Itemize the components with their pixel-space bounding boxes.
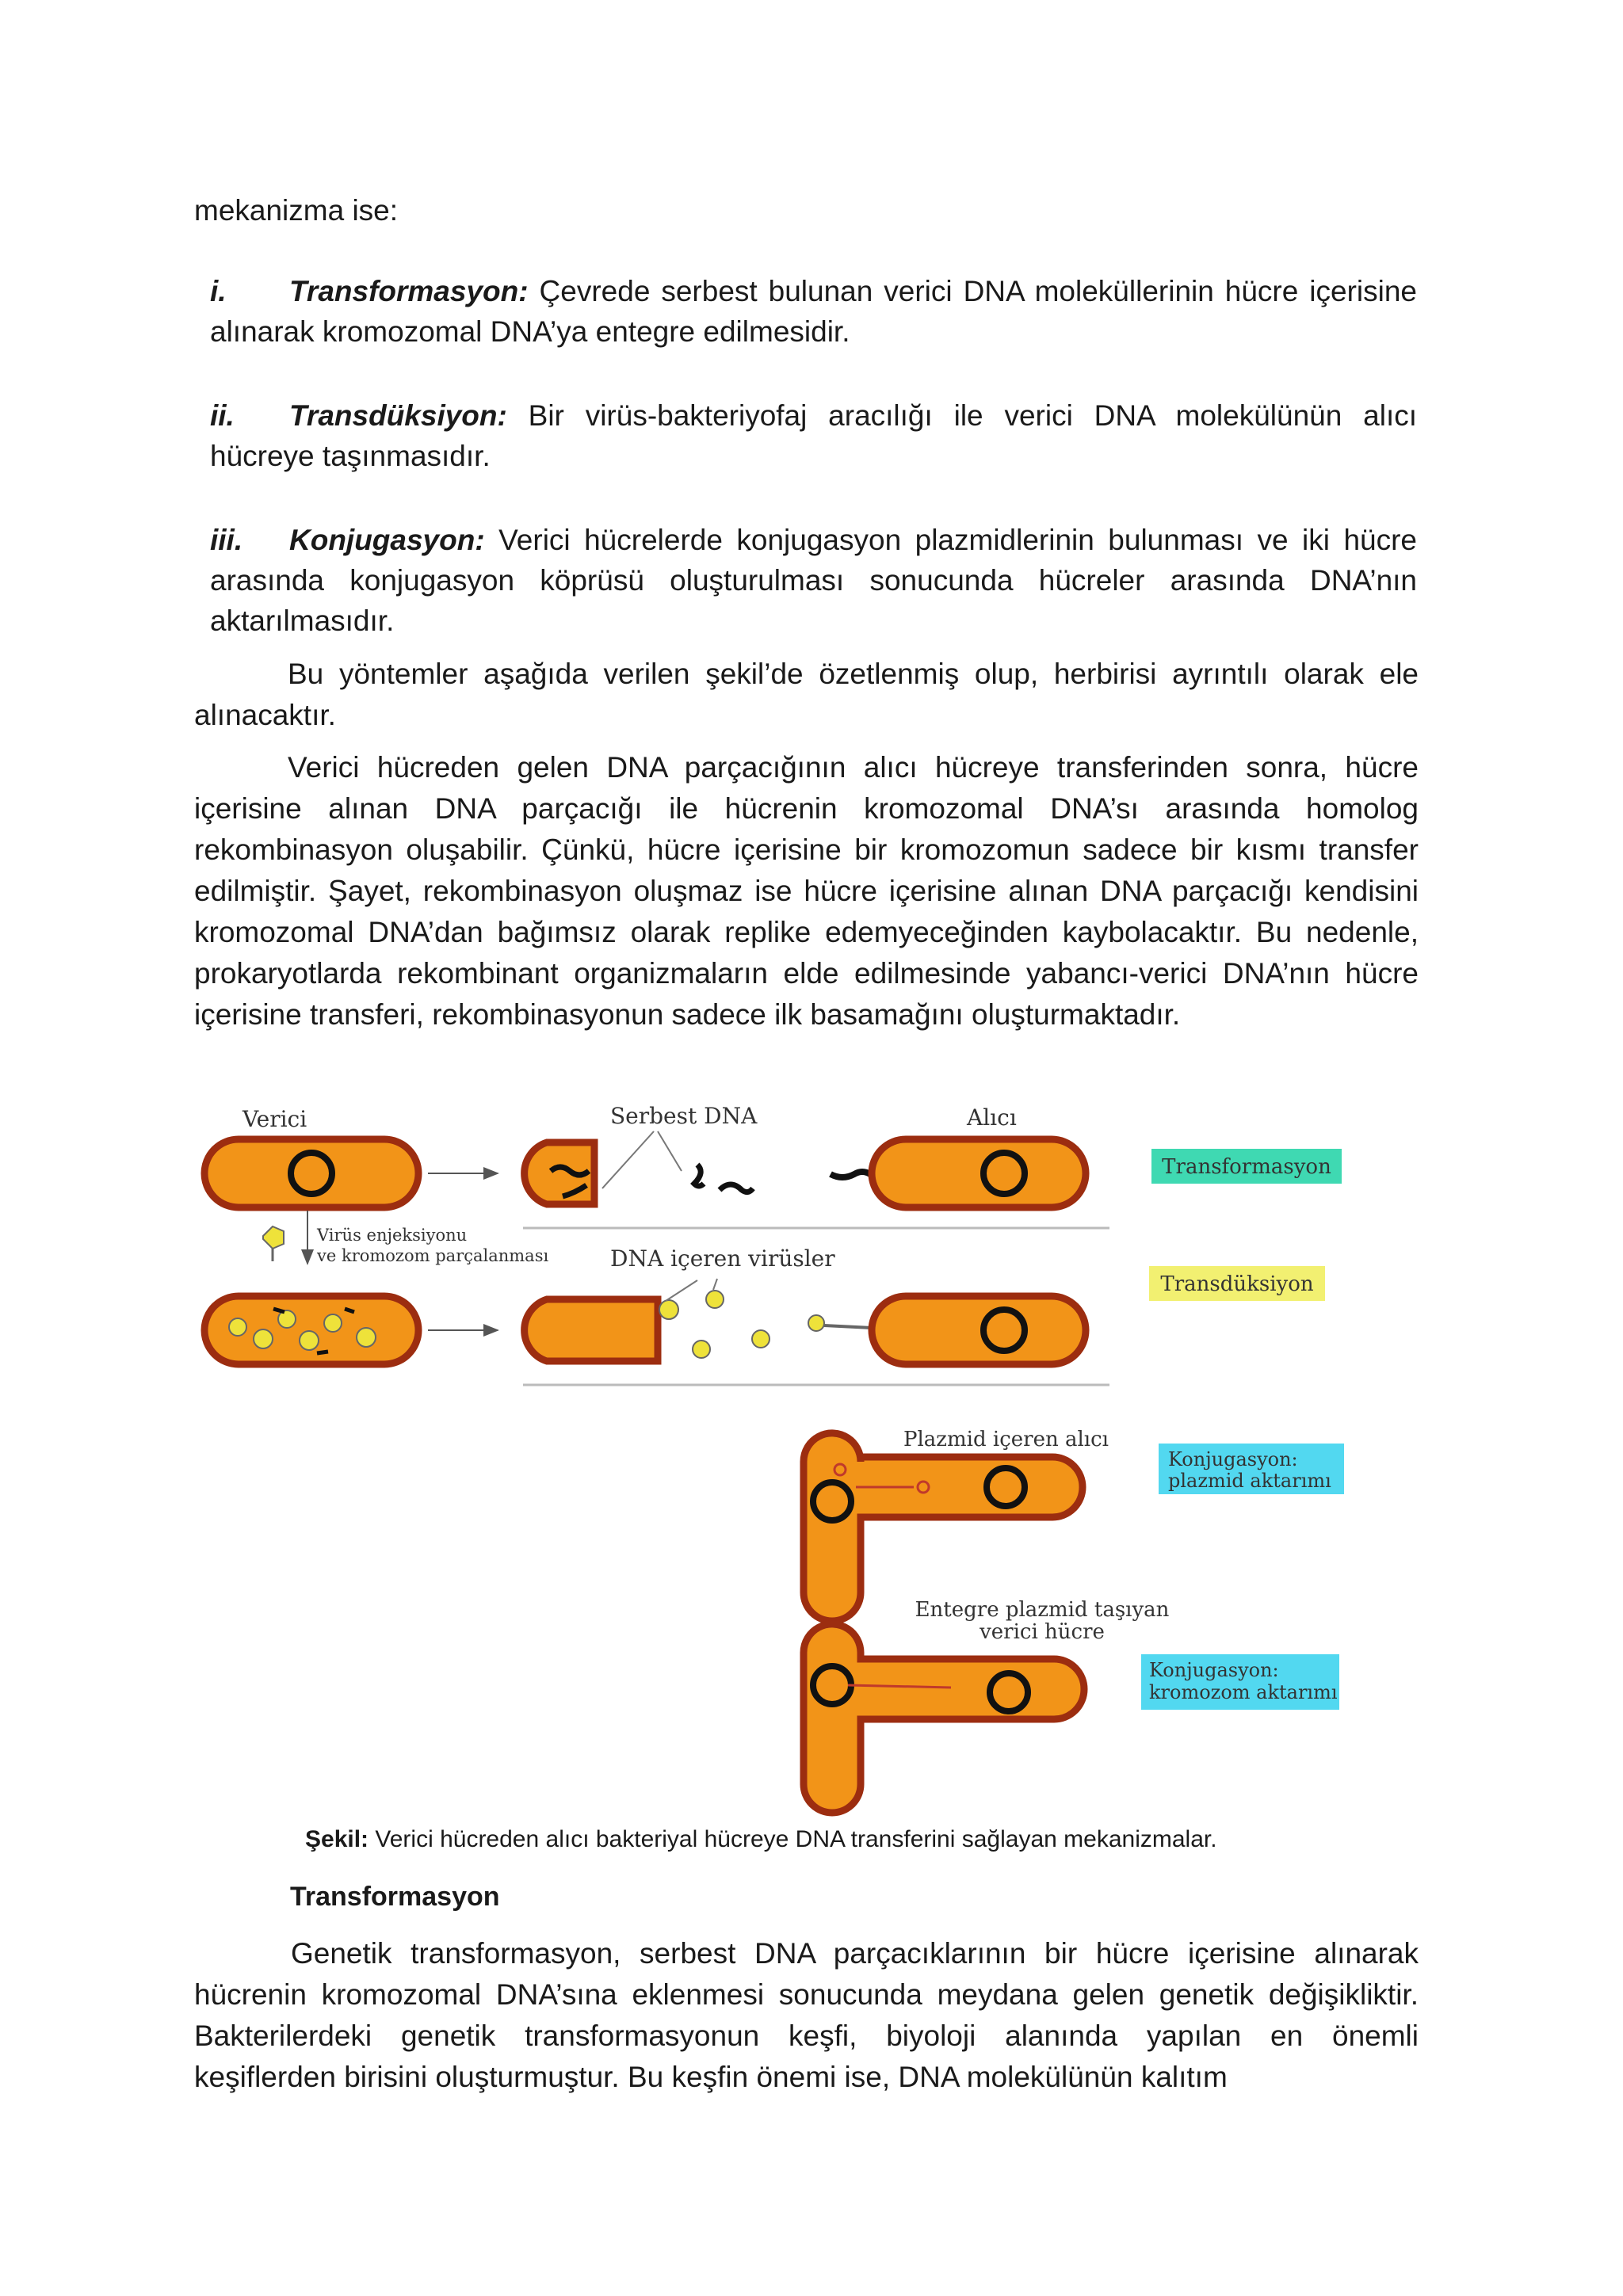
dna-fragment-icon — [720, 1184, 753, 1192]
dna-fragment-icon — [831, 1172, 870, 1177]
label-entegre-plazmid: Entegre plazmid taşıyan — [915, 1598, 1170, 1622]
transduced-recipient-cell — [872, 1296, 1086, 1364]
tag-konjugasyon-text: Konjugasyon: — [1149, 1659, 1279, 1681]
paragraph-line: kromozomal DNA’dan bağımsız olarak replike edemyeceğinden kaybolacaktır. Bu nedenle, — [194, 916, 1419, 948]
roman-numeral: i. — [210, 275, 227, 307]
item-text-line: arasında konjugasyon köprüsü oluşturulması sonucunda hücreler arasında DNA’nın — [210, 564, 1417, 597]
tag-konjugasyon-text: Konjugasyon: — [1168, 1448, 1298, 1470]
paragraph-line: içerisine alınan DNA parçacığı ile hücrenin kromozomal DNA’sı arasında homolog — [194, 792, 1419, 825]
roman-numeral: iii. — [210, 524, 243, 556]
pointer-line — [713, 1279, 717, 1290]
paragraph-line: Bakterilerdeki genetik transformasyonun keşfi, biyoloji alanında yapılan en önemli — [194, 2019, 1419, 2052]
lysed-infected-cell — [525, 1299, 658, 1361]
pointer-line — [666, 1280, 697, 1301]
label-plazmid-iceren: Plazmid içeren alıcı — [903, 1428, 1109, 1451]
term-transduksiyon: Transdüksiyon: — [289, 399, 507, 432]
pointer-line — [658, 1131, 682, 1171]
donor-cell — [204, 1139, 418, 1207]
conjugating-cells-plasmid — [804, 1433, 1083, 1621]
term-konjugasyon: Konjugasyon: — [289, 524, 485, 556]
label-verici-hucre: verici hücre — [980, 1620, 1105, 1644]
paragraph-line: içerisine transferi, rekombinasyonun sadece ilk basamağını oluşturmaktadır. — [194, 998, 1181, 1031]
paragraph-line: keşiflerden birisini oluşturmuştur. Bu keşfin önemi ise, DNA molekülünün kalıtım — [194, 2061, 1228, 2093]
paragraph-line: hücrenin kromozomal DNA’sına eklenmesi sonucunda meydana gelen genetik değişikliktir. — [194, 1978, 1419, 2011]
section-heading: Transformasyon — [290, 1882, 500, 1912]
item-text-line: Verici hücrelerde konjugasyon plazmidlerinin bulunması ve iki hücre — [498, 524, 1418, 556]
term-transformasyon: Transformasyon: — [289, 275, 529, 307]
free-virus-icon — [659, 1291, 824, 1358]
dna-fragment-icon — [694, 1165, 704, 1186]
figure-caption — [305, 1824, 1217, 1855]
paragraph-line: rekombinasyon oluşabilir. Çünkü, hücre içerisine bir kromozomun sadece bir kısmı transfer — [194, 833, 1419, 866]
tag-transformasyon-text: Transformasyon — [1162, 1155, 1331, 1179]
intro-text: mekanizma ise: — [194, 194, 399, 227]
label-kromozom-parcalanmasi: ve kromozom parçalanması — [317, 1246, 549, 1265]
item-text-line: aktarılmasıdır. — [210, 605, 395, 637]
paragraph-line: alınacaktır. — [194, 699, 336, 731]
conjugating-cells-chromosome — [804, 1624, 1084, 1813]
caption-text: Verici hücreden alıcı bakteriyal hücreye DNA transferini sağlayan mekanizmalar. — [369, 1826, 1217, 1852]
tag-kromozom-aktarimi-text: kromozom aktarımı — [1149, 1681, 1338, 1703]
label-virus-enjeksiyonu: Virüs enjeksiyonu — [317, 1226, 468, 1245]
paragraph-line: Bu yöntemler aşağıda verilen şekil’de özetlenmiş olup, herbirisi ayrıntılı olarak ele — [288, 658, 1419, 690]
roman-numeral: ii. — [210, 399, 235, 432]
paragraph-line: Genetik transformasyon, serbest DNA parçacıklarının bir hücre içerisine alınarak — [291, 1937, 1419, 1970]
item-text-line: Bir virüs-bakteriyofaj aracılığı ile verici DNA molekülünün alıcı — [528, 399, 1417, 432]
pointer-line — [602, 1131, 654, 1188]
paragraph-line: edilmiştir. Şayet, rekombinasyon oluşmaz ise hücre içerisine alınan DNA parçacığı kendisini — [194, 875, 1419, 907]
caption-label: Şekil: — [305, 1826, 369, 1852]
tag-transduksiyon-text: Transdüksiyon — [1160, 1272, 1314, 1296]
recipient-cell — [872, 1139, 1086, 1207]
label-verici: Verici — [242, 1106, 307, 1132]
paragraph-line: prokaryotlarda rekombinant organizmaların elde edilmesinde yabancı-verici DNA’nın hücre — [194, 957, 1419, 990]
dna-transfer-figure — [190, 1085, 1426, 1822]
item-text-line: alınarak kromozomal DNA’ya entegre edilmesidir. — [210, 315, 850, 348]
label-dna-iceren-virusler: DNA içeren virüsler — [610, 1245, 835, 1272]
tag-plazmid-aktarimi-text: plazmid aktarımı — [1168, 1470, 1331, 1492]
virus-icon — [263, 1226, 284, 1249]
item-text-line: Çevrede serbest bulunan verici DNA moleküllerinin hücre içerisine — [539, 275, 1418, 307]
paragraph-line: Verici hücreden gelen DNA parçacığının alıcı hücreye transferinden sonra, hücre — [288, 751, 1419, 784]
label-alici: Alıcı — [967, 1104, 1017, 1131]
label-serbest-dna: Serbest DNA — [610, 1103, 758, 1129]
item-text-line: hücreye taşınmasıdır. — [210, 440, 491, 472]
